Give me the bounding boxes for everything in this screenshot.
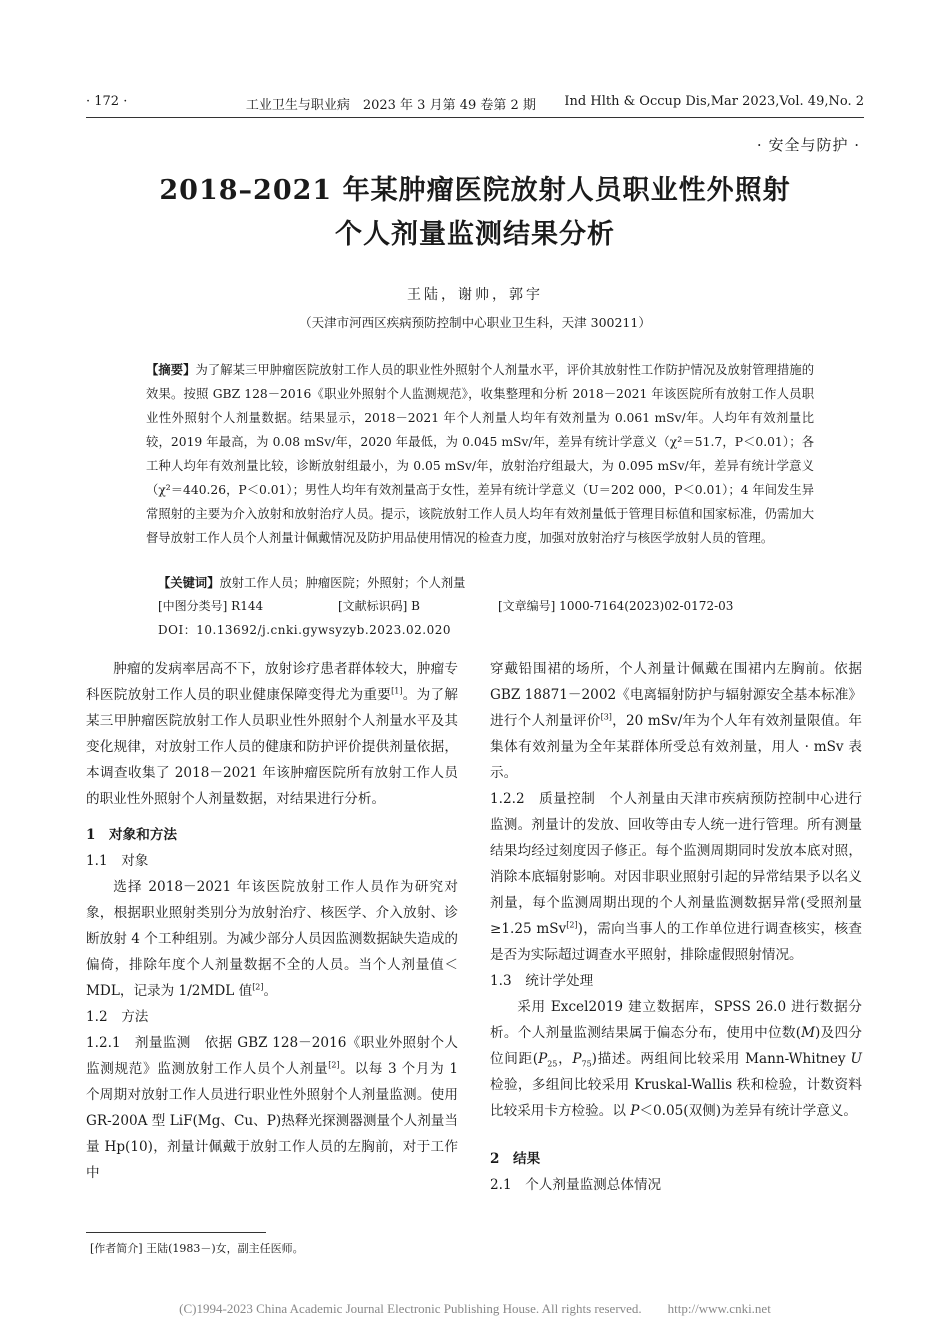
- intro-paragraph: 肿瘤的发病率居高不下，放射诊疗患者群体较大，肿瘤专科医院放射工作人员的职业健康保障变得尤为重要[1]。为了解某三甲肿瘤医院放射工作人员职业性外照射个人剂量水平及其变化规律，对放射工作人员的健康和防护评价提供剂量依据，本调查收集了 2018－2021 年该肿瘤医院所有放射工作人员的职业性外照射个人剂量数据，对结果进行分析。: [86, 661, 459, 807]
- affiliation: （天津市河西区疾病预防控制中心职业卫生科，天津 300211）: [299, 315, 651, 330]
- section-tag: · 安全与防护 ·: [756, 136, 860, 154]
- running-header: [86, 94, 864, 113]
- left-column: [86, 656, 458, 1186]
- footnote-rule: [86, 1232, 266, 1233]
- citation: [2]: [328, 1060, 340, 1070]
- paragraph-1-2-1: 1.2.1 剂量监测 依据 GBZ 128－2016《职业外照射个人监测规范》监测放射工作人员个人剂量[2]。以每 3 个月为 1 个周期对放射工作人员进行职业性外照射个人剂量监测。使用 GR-200A 型 LiF(Mg、Cu、P)热释光探测器测量个人剂量当量 Hp(10)，剂量计佩戴于放射工作人员的左胸前，对于工作中: [86, 1035, 459, 1181]
- article-number: [文章编号] 1000-7164(2023)02-0172-03: [498, 599, 734, 613]
- keywords-label: 【关键词】: [158, 575, 220, 590]
- title-line-1: 2018–2021 年某肿瘤医院放射人员职业性外照射: [159, 175, 791, 206]
- header-rule: [86, 117, 864, 118]
- doi: DOI：10.13692/j.cnki.gywsyzyb.2023.02.020: [158, 623, 452, 637]
- authors: 王陆，谢帅，郭宇: [407, 287, 543, 303]
- right-column: [490, 656, 862, 1198]
- section-heading-2: 2 结果: [490, 1151, 541, 1167]
- abstract-label: 【摘要】: [146, 362, 196, 377]
- page-number: · 172 ·: [86, 94, 128, 109]
- paragraph-1-2-2: 1.2.2 质量控制 个人剂量由天津市疾病预防控制中心进行监测。剂量计的发放、回收等由专人统一进行管理。所有测量结果均经过刻度因子修正。每个监测周期同时发放本底对照，消除本底辐射影响。对因非职业照射引起的异常结果予以名义剂量，每个监测周期出现的个人剂量监测数据异常(受照剂量≥1.25 mSv[2])，需向当事人的工作单位进行调查核实，核查是否为实际超过调查水平照射，排除虚假照射情况。: [490, 791, 862, 963]
- keywords: [158, 573, 814, 591]
- subsection-heading-2-1: 2.1 个人剂量监测总体情况: [490, 1177, 662, 1193]
- author-footnote: [作者简介] 王陆(1983－)女，副主任医师。: [90, 1242, 304, 1255]
- title-line-2: 个人剂量监测结果分析: [335, 219, 615, 250]
- document-code: [文献标识码] B: [338, 599, 420, 613]
- article-meta: [158, 597, 814, 614]
- subsection-heading-1-1: 1.1 对象: [86, 853, 149, 869]
- abstract-text: 为了解某三甲肿瘤医院放射工作人员的职业性外照射个人剂量水平，评价其放射性工作防护情况及放射管理措施的效果。按照 GBZ 128－2016《职业外照射个人监测规范》，收集整理和分析 2018－2021 年该医院所有放射工作人员职业性外照射个人剂量数据。结果显示，2018－2021 年个人剂量人均年有效剂量为 0.061 mSv/年。人均年有效剂量比较，2019 年最高，为 0.08 mSv/年，2020 年最低，为 0.045 mSv/年，差异有统计学意义（χ²＝51.7，P＜0.01）；各工种人均年有效剂量比较，诊断放射组最小，为 0.05 mSv/年，放射治疗组最大，为 0.095 mSv/年，差异有统计学意义（χ²＝440.26，P＜0.01）；男性人均年有效剂量高于女性，差异有统计学意义（U＝202 000，P＜0.01）；4 年间发生异常照射的主要为介入放射和放射治疗人员。提示，该院放射工作人员人均年有效剂量低于管理目标值和国家标准，仍需加大督导放射工作人员个人剂量计佩戴情况及防护用品使用情况的检查力度，加强对放射治疗与核医学放射人员的管理。: [146, 363, 814, 545]
- citation: [1]: [391, 686, 403, 696]
- subsection-heading-1-3: 1.3 统计学处理: [490, 973, 594, 989]
- paragraph-1-3: 采用 Excel2019 建立数据库，SPSS 26.0 进行数据分析。个人剂量监测结果属于偏态分布，使用中位数(M)及四分位间距($P_{25}$，$P_{75}$)描述。两组间比较采用 Mann-Whitney U 检验，多组间比较采用 Kruskal-Wallis 秩和检验，计数资料比较采用卡方检验。以 P＜0.05(双侧)为差异有统计学意义。: [490, 999, 862, 1119]
- paragraph-1-2-1-cont: 穿戴铅围裙的场所，个人剂量计佩戴在围裙内左胸前。依据 GBZ 18871－2002《电离辐射防护与辐射源安全基本标准》进行个人剂量评价[3]，20 mSv/年为个人年有效剂量限值。年集体有效剂量为全年某群体所受总有效剂量，用人 · mSv 表示。: [490, 661, 862, 781]
- clc-number: [中图分类号] R144: [158, 599, 264, 613]
- keywords-text: 放射工作人员；肿瘤医院；外照射；个人剂量: [219, 576, 466, 590]
- journal-info-en: Ind Hlth & Occup Dis,Mar 2023,Vol. 49,No. 2: [564, 94, 864, 109]
- citation: [3]: [600, 712, 612, 722]
- abstract: [146, 358, 814, 550]
- journal-info-cn: 工业卫生与职业病 2023 年 3 月第 49 卷第 2 期: [245, 98, 536, 113]
- citation: [2]: [566, 920, 578, 930]
- section-heading-1: 1 对象和方法: [86, 827, 178, 843]
- copyright-footer: (C)1994-2023 China Academic Journal Electronic Publishing House. All rights reserved. http://www.cnki.net: [179, 1301, 771, 1316]
- paragraph-1-1: 选择 2018－2021 年该医院放射工作人员作为研究对象，根据职业照射类别分为放射治疗、核医学、介入放射、诊断放射 4 个工种组别。为减少部分人员因监测数据缺失造成的偏倚，排除年度个人剂量数据不全的人员。当个人剂量值＜MDL，记录为 1/2MDL 值[2]。: [86, 879, 458, 999]
- citation: [2]: [252, 982, 264, 992]
- subsection-heading-1-2: 1.2 方法: [86, 1009, 149, 1025]
